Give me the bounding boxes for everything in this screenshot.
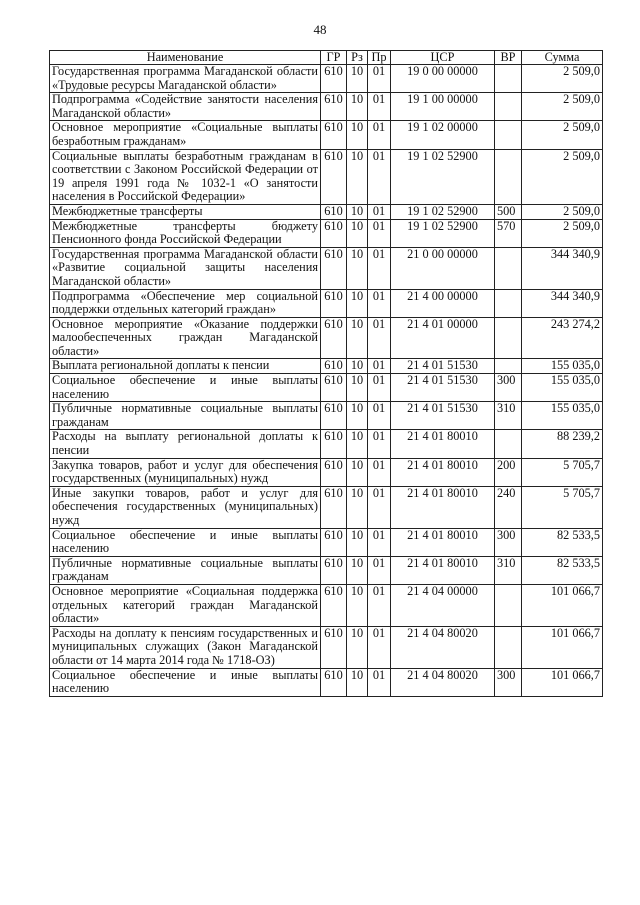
cell-name: Закупка товаров, работ и услуг для обеспечения государственных (муниципальных) нужд (50, 458, 321, 486)
cell-csr: 21 0 00 00000 (391, 247, 495, 289)
table-row (50, 430, 603, 458)
table-row (50, 65, 603, 93)
cell-vr (495, 430, 522, 458)
cell-sum: 5 705,7 (522, 458, 603, 486)
col-header-sum: Сумма (522, 51, 603, 65)
cell-sum: 101 066,7 (522, 668, 603, 696)
cell-csr: 21 4 01 00000 (391, 317, 495, 359)
cell-sum: 2 509,0 (522, 219, 603, 247)
cell-name: Социальное обеспечение и иные выплаты населению (50, 668, 321, 696)
cell-sum: 2 509,0 (522, 93, 603, 121)
cell-sum: 2 509,0 (522, 204, 603, 219)
cell-pr: 01 (368, 149, 391, 204)
cell-gr: 610 (321, 528, 347, 556)
col-header-pr: Пр (368, 51, 391, 65)
cell-pr: 01 (368, 458, 391, 486)
table-row (50, 93, 603, 121)
cell-csr: 21 4 01 80010 (391, 556, 495, 584)
cell-csr: 19 1 02 00000 (391, 121, 495, 149)
cell-sum: 155 035,0 (522, 402, 603, 430)
cell-rz: 10 (347, 65, 368, 93)
cell-rz: 10 (347, 486, 368, 528)
cell-pr: 01 (368, 359, 391, 374)
cell-gr: 610 (321, 93, 347, 121)
cell-rz: 10 (347, 219, 368, 247)
cell-vr (495, 149, 522, 204)
cell-gr: 610 (321, 247, 347, 289)
cell-sum: 82 533,5 (522, 528, 603, 556)
cell-name: Социальные выплаты безработным гражданам в соответствии с Законом Российской Федерации от 19 апреля 1991 года № 1032-1 «О занятости населения в Российской Федерации» (50, 149, 321, 204)
cell-csr: 21 4 04 80020 (391, 626, 495, 668)
table-row (50, 584, 603, 626)
cell-csr: 19 1 02 52900 (391, 204, 495, 219)
table-row (50, 247, 603, 289)
cell-name: Государственная программа Магаданской области «Развитие социальной защиты населения Магаданской области» (50, 247, 321, 289)
table-row (50, 219, 603, 247)
cell-pr: 01 (368, 668, 391, 696)
cell-gr: 610 (321, 121, 347, 149)
cell-pr: 01 (368, 247, 391, 289)
cell-vr (495, 626, 522, 668)
cell-sum: 2 509,0 (522, 149, 603, 204)
cell-rz: 10 (347, 374, 368, 402)
table-row (50, 668, 603, 696)
col-header-csr: ЦСР (391, 51, 495, 65)
cell-csr: 19 1 02 52900 (391, 149, 495, 204)
cell-pr: 01 (368, 584, 391, 626)
cell-gr: 610 (321, 430, 347, 458)
cell-gr: 610 (321, 317, 347, 359)
cell-rz: 10 (347, 289, 368, 317)
table-row (50, 458, 603, 486)
table-row (50, 402, 603, 430)
cell-sum: 101 066,7 (522, 584, 603, 626)
cell-name: Основное мероприятие «Оказание поддержки малообеспеченных граждан Магаданской области» (50, 317, 321, 359)
cell-gr: 610 (321, 374, 347, 402)
col-header-name: Наименование (50, 51, 321, 65)
table-row (50, 289, 603, 317)
cell-csr: 21 4 01 80010 (391, 486, 495, 528)
cell-pr: 01 (368, 65, 391, 93)
cell-rz: 10 (347, 668, 368, 696)
cell-vr (495, 93, 522, 121)
cell-rz: 10 (347, 359, 368, 374)
col-header-gr: ГР (321, 51, 347, 65)
cell-vr: 300 (495, 528, 522, 556)
cell-pr: 01 (368, 556, 391, 584)
cell-pr: 01 (368, 430, 391, 458)
cell-vr: 570 (495, 219, 522, 247)
cell-rz: 10 (347, 121, 368, 149)
cell-vr (495, 359, 522, 374)
cell-csr: 21 4 00 00000 (391, 289, 495, 317)
cell-gr: 610 (321, 359, 347, 374)
cell-csr: 21 4 01 80010 (391, 528, 495, 556)
cell-name: Иные закупки товаров, работ и услуг для обеспечения государственных (муниципальных) нужд (50, 486, 321, 528)
cell-vr (495, 289, 522, 317)
cell-sum: 243 274,2 (522, 317, 603, 359)
cell-sum: 155 035,0 (522, 359, 603, 374)
cell-vr (495, 121, 522, 149)
cell-csr: 21 4 01 80010 (391, 430, 495, 458)
table-row (50, 121, 603, 149)
cell-vr: 310 (495, 402, 522, 430)
cell-vr: 310 (495, 556, 522, 584)
cell-csr: 21 4 01 51530 (391, 359, 495, 374)
cell-csr: 21 4 04 80020 (391, 668, 495, 696)
cell-rz: 10 (347, 402, 368, 430)
cell-csr: 21 4 01 80010 (391, 458, 495, 486)
cell-name: Государственная программа Магаданской области «Трудовые ресурсы Магаданской области» (50, 65, 321, 93)
cell-vr: 240 (495, 486, 522, 528)
cell-gr: 610 (321, 486, 347, 528)
cell-pr: 01 (368, 374, 391, 402)
cell-pr: 01 (368, 528, 391, 556)
table-row (50, 149, 603, 204)
cell-rz: 10 (347, 93, 368, 121)
cell-gr: 610 (321, 149, 347, 204)
cell-gr: 610 (321, 402, 347, 430)
cell-name: Социальное обеспечение и иные выплаты населению (50, 528, 321, 556)
cell-rz: 10 (347, 556, 368, 584)
cell-name: Расходы на выплату региональной доплаты к пенсии (50, 430, 321, 458)
cell-vr (495, 317, 522, 359)
cell-name: Межбюджетные трансферты (50, 204, 321, 219)
cell-gr: 610 (321, 65, 347, 93)
cell-sum: 155 035,0 (522, 374, 603, 402)
cell-csr: 21 4 01 51530 (391, 374, 495, 402)
cell-name: Межбюджетные трансферты бюджету Пенсионного фонда Российской Федерации (50, 219, 321, 247)
cell-sum: 344 340,9 (522, 289, 603, 317)
cell-csr: 21 4 01 51530 (391, 402, 495, 430)
cell-gr: 610 (321, 204, 347, 219)
cell-gr: 610 (321, 219, 347, 247)
cell-vr: 300 (495, 668, 522, 696)
cell-vr (495, 65, 522, 93)
page-number: 48 (313, 22, 327, 37)
cell-rz: 10 (347, 528, 368, 556)
cell-sum: 88 239,2 (522, 430, 603, 458)
cell-sum: 101 066,7 (522, 626, 603, 668)
cell-name: Подпрограмма «Обеспечение мер социальной поддержки отдельных категорий граждан» (50, 289, 321, 317)
cell-vr: 500 (495, 204, 522, 219)
cell-name: Социальное обеспечение и иные выплаты населению (50, 374, 321, 402)
cell-vr (495, 584, 522, 626)
cell-gr: 610 (321, 584, 347, 626)
cell-csr: 19 0 00 00000 (391, 65, 495, 93)
budget-table (49, 50, 603, 697)
cell-name: Основное мероприятие «Социальные выплаты безработным гражданам» (50, 121, 321, 149)
table-row (50, 556, 603, 584)
col-header-vr: ВР (495, 51, 522, 65)
cell-rz: 10 (347, 317, 368, 359)
cell-name: Публичные нормативные социальные выплаты гражданам (50, 402, 321, 430)
table-row (50, 204, 603, 219)
cell-pr: 01 (368, 289, 391, 317)
cell-name: Подпрограмма «Содействие занятости населения Магаданской области» (50, 93, 321, 121)
cell-name: Выплата региональной доплаты к пенсии (50, 359, 321, 374)
cell-pr: 01 (368, 204, 391, 219)
cell-gr: 610 (321, 668, 347, 696)
cell-vr: 200 (495, 458, 522, 486)
cell-pr: 01 (368, 317, 391, 359)
table-row (50, 374, 603, 402)
cell-csr: 19 1 00 00000 (391, 93, 495, 121)
cell-pr: 01 (368, 93, 391, 121)
table-row (50, 359, 603, 374)
cell-rz: 10 (347, 458, 368, 486)
cell-sum: 82 533,5 (522, 556, 603, 584)
table-row (50, 528, 603, 556)
cell-sum: 344 340,9 (522, 247, 603, 289)
table-row (50, 626, 603, 668)
cell-rz: 10 (347, 204, 368, 219)
cell-sum: 2 509,0 (522, 65, 603, 93)
cell-csr: 21 4 04 00000 (391, 584, 495, 626)
table-row (50, 317, 603, 359)
cell-gr: 610 (321, 626, 347, 668)
header-row (50, 51, 603, 65)
cell-vr (495, 247, 522, 289)
cell-pr: 01 (368, 402, 391, 430)
cell-sum: 5 705,7 (522, 486, 603, 528)
col-header-rz: Рз (347, 51, 368, 65)
cell-csr: 19 1 02 52900 (391, 219, 495, 247)
cell-rz: 10 (347, 626, 368, 668)
cell-rz: 10 (347, 584, 368, 626)
cell-vr: 300 (495, 374, 522, 402)
cell-rz: 10 (347, 430, 368, 458)
cell-pr: 01 (368, 219, 391, 247)
cell-gr: 610 (321, 458, 347, 486)
table-row (50, 486, 603, 528)
cell-name: Основное мероприятие «Социальная поддержка отдельных категорий граждан Магаданской области» (50, 584, 321, 626)
cell-gr: 610 (321, 556, 347, 584)
cell-sum: 2 509,0 (522, 121, 603, 149)
cell-rz: 10 (347, 149, 368, 204)
cell-pr: 01 (368, 486, 391, 528)
cell-pr: 01 (368, 626, 391, 668)
cell-gr: 610 (321, 289, 347, 317)
cell-rz: 10 (347, 247, 368, 289)
cell-name: Расходы на доплату к пенсиям государственных и муниципальных служащих (Закон Магаданской области от 14 марта 2014 года № 1718-ОЗ) (50, 626, 321, 668)
cell-name: Публичные нормативные социальные выплаты гражданам (50, 556, 321, 584)
cell-pr: 01 (368, 121, 391, 149)
